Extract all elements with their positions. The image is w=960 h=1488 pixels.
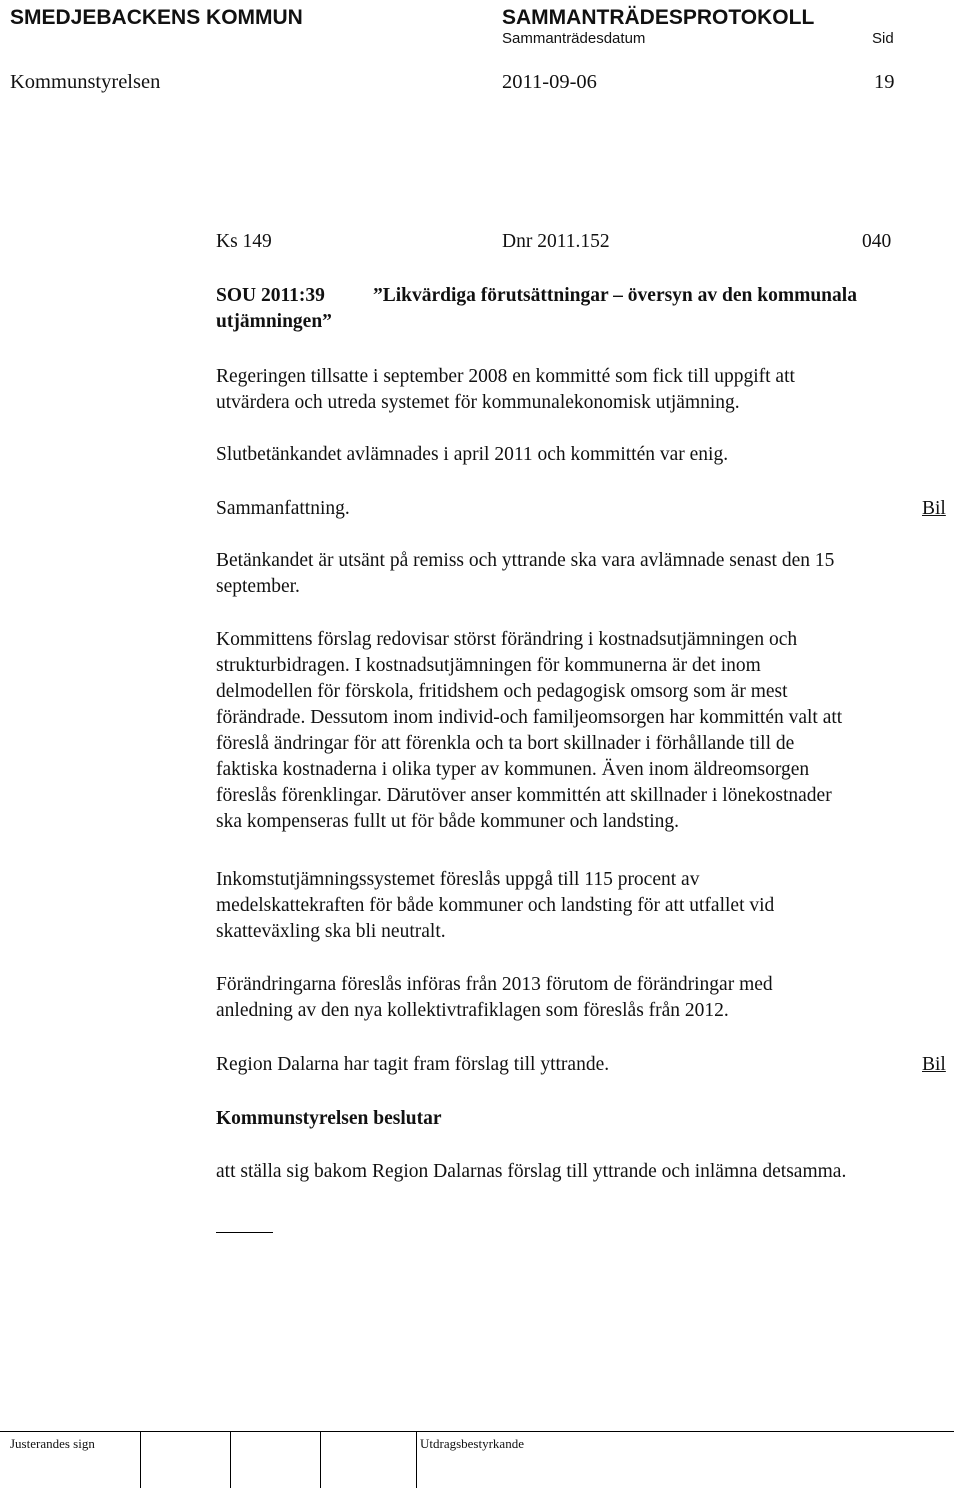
text-line: föreslås förenklingar. Därutöver anser kommittén att skillnader i lönekostnader (216, 785, 832, 806)
attachment-link[interactable]: Bil (922, 1054, 946, 1075)
signature-label: Justerandes sign (10, 1436, 95, 1451)
paragraph-summary (216, 496, 960, 522)
title-reference: SOU 2011:39 (216, 285, 325, 306)
text-line: Slutbetänkandet avlämnades i april 2011 och kommittén var enig. (216, 444, 729, 465)
text-line: Regeringen tillsatte i september 2008 en kommitté som fick till uppgift att (216, 366, 795, 387)
text-line: ska kompenseras fullt ut för både kommuner och landsting. (216, 811, 680, 832)
paragraph-background (216, 364, 960, 416)
page-label: Sid (872, 30, 894, 47)
text-line: Kommittens förslag redovisar störst förändring i kostnadsutjämningen och (216, 629, 798, 650)
text-line: förändrade. Dessutom inom individ-och familjeomsorgen har kommittén valt att (216, 707, 843, 728)
paragraph-income-equalization (216, 867, 960, 945)
case-code: 040 (862, 231, 892, 252)
footer-top-rule (0, 1431, 954, 1432)
separator-line (216, 1232, 273, 1233)
text-line: strukturbidragen. I kostnadsutjämningen för kommunerna är det inom (216, 655, 761, 676)
diary-number: Dnr 2011.152 (502, 231, 610, 252)
case-number: Ks 149 (216, 231, 272, 252)
footer-divider (416, 1431, 417, 1488)
paragraph-implementation (216, 972, 960, 1024)
paragraph-remiss (216, 548, 960, 600)
footer-divider (320, 1431, 321, 1488)
text-line: Förändringarna föreslås införas från 2013 förutom de förändringar med (216, 974, 773, 995)
text-line: Inkomstutjämningssystemet föreslås uppgå till 115 procent av (216, 869, 700, 890)
summary-label: Sammanfattning. (216, 498, 350, 519)
text-line: utvärdera och utreda systemet för kommunalekonomisk utjämning. (216, 392, 740, 413)
decision-text (216, 1159, 960, 1185)
meeting-date: 2011-09-06 (502, 71, 597, 93)
text-line: medelskattekraften för både kommuner och landsting för att utfallet vid (216, 895, 775, 916)
text-line: skatteväxling ska bli neutralt. (216, 921, 446, 942)
meeting-date-label: Sammanträdesdatum (502, 30, 646, 47)
document-type: SAMMANTRÄDESPROTOKOLL (502, 6, 815, 29)
text-line: delmodellen för förskola, fritidshem och pedagogisk omsorg som är mest (216, 681, 788, 702)
paragraph-region-dalarna (216, 1052, 960, 1078)
municipality-name: SMEDJEBACKENS KOMMUN (10, 6, 303, 29)
committee-name: Kommunstyrelsen (10, 71, 161, 93)
text-line: Betänkandet är utsänt på remiss och yttrande ska vara avlämnade senast den 15 (216, 550, 835, 571)
decision-heading-text: Kommunstyrelsen beslutar (216, 1108, 442, 1129)
case-title-line1: ”Likvärdiga förutsättningar – översyn av den kommunala (373, 285, 857, 306)
text-line: att ställa sig bakom Region Dalarnas förslag till yttrande och inlämna detsamma. (216, 1161, 847, 1182)
text-line: Region Dalarna har tagit fram förslag till yttrande. (216, 1054, 610, 1075)
decision-heading (216, 1106, 960, 1132)
attachment-link[interactable]: Bil (922, 498, 946, 519)
text-line: anledning av den nya kollektivtrafiklagen som föreslås från 2012. (216, 1000, 729, 1021)
text-line: september. (216, 576, 300, 597)
case-title-line2: utjämningen” (216, 311, 332, 332)
text-line: föreslå ändringar för att förenkla och ta bort skillnader i förhållande till de (216, 733, 795, 754)
footer-divider (230, 1431, 231, 1488)
paragraph-report (216, 442, 960, 468)
text-line: faktiska kostnaderna i olika typer av kommunen. Även inom äldreomsorgen (216, 759, 810, 780)
signature-footer (0, 1431, 960, 1488)
paragraph-proposals (216, 627, 960, 835)
page-number: 19 (874, 71, 895, 93)
extract-certification-label: Utdragsbestyrkande (420, 1436, 524, 1451)
footer-divider (140, 1431, 141, 1488)
